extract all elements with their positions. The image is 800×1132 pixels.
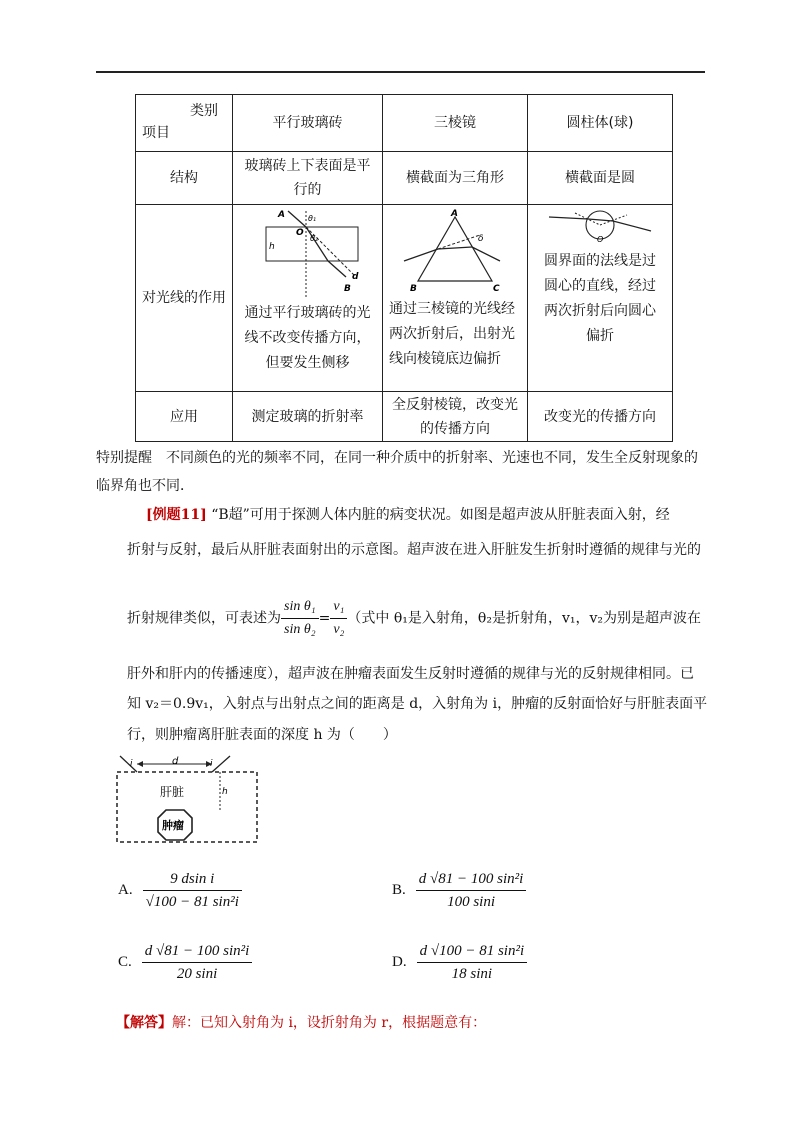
- fig-label-prism-C: C: [493, 284, 500, 293]
- cell-structure-2: 横截面为三角形: [383, 152, 528, 205]
- fig-label-prism-B: B: [410, 284, 417, 293]
- cell-application-2: [383, 392, 528, 442]
- formula-sin-ratio: $\frac{\text{sin θ₁}}{\text{sin θ₂}}$: [281, 596, 319, 641]
- answer-text: 解：已知入射角为 i，设折射角为 r，根据题意有：: [172, 1015, 487, 1031]
- row-label-structure: 结构: [136, 152, 233, 205]
- cell-application-2-line1: 全反射棱镜，改变光: [392, 396, 518, 413]
- table-row-structure: [136, 152, 673, 205]
- special-tip: [96, 444, 708, 500]
- fig-label-theta1: θ₁: [307, 214, 316, 223]
- fig-label-h2: h: [222, 787, 228, 797]
- fig-label-d: d: [351, 272, 358, 282]
- tumor-label: 肿瘤: [162, 819, 184, 832]
- fig-label-delta: δ: [478, 234, 484, 244]
- example-text-p4: 肝外和肝内的传播速度），超声波在肿瘤表面发生反射时遵循的规律与光的反射规律相同。已: [127, 666, 694, 682]
- example-text-p3-pre: 折射规律类似，可表述为: [127, 610, 281, 627]
- table-row-application: [136, 392, 673, 442]
- fig-label-h: h: [268, 242, 275, 252]
- example-line3: 折射规律类似，可表述为 $\frac{\text{sin θ₁}}{\text{sin θ₂}}$ = $\frac{\text{v₁}}{\text{v₂}}$ （式中 θ₁是入射角，θ₂是折射角，v₁，v₂为别是超声波在: [127, 596, 712, 641]
- liver-tumor-diagram: [112, 752, 262, 847]
- answer-tag: 【解答】: [116, 1015, 172, 1031]
- cell-effect-3-line1: 圆界面的法线是过: [544, 253, 656, 269]
- corner-cell: [136, 95, 233, 152]
- special-tip-line2: 临界角也不同．: [96, 478, 194, 494]
- example-text-p2: 折射与反射，最后从肝脏表面射出的示意图。超声波在进入肝脏发生折射时遵循的规律与光的: [127, 542, 701, 558]
- example-line1: [146, 504, 731, 524]
- option-d[interactable]: D. $\frac{\text{d √100 − 81 sin²i}}{18 \sin i}$: [392, 940, 527, 985]
- fig-label-d2: d: [172, 756, 179, 767]
- corner-top-label: 类别: [190, 103, 218, 119]
- fig-label-i-in: i: [130, 759, 133, 769]
- example-tag: [例题11]: [146, 507, 207, 523]
- cell-effect-1-line2: 线不改变传播方向，: [244, 330, 371, 346]
- cell-effect-2-line3: 线向棱镜底边偏折: [389, 351, 501, 367]
- option-c[interactable]: C. $\frac{\text{d √81 − 100 sin²i}}{20 \sin i}$: [118, 940, 252, 985]
- answer-line: [116, 1012, 701, 1032]
- cell-effect-3-line2: 圆心的直线，经过: [544, 278, 656, 294]
- cell-effect-3-line3: 两次折射后向圆心: [544, 303, 656, 319]
- fig-label-i-out: i: [210, 759, 213, 769]
- cell-application-3: 改变光的传播方向: [528, 392, 673, 442]
- cell-effect-3-line4: 偏折: [586, 328, 614, 344]
- formula-v-ratio: $\frac{\text{v₁}}{\text{v₂}}$: [330, 596, 347, 641]
- fig-label-cyl-O: O: [597, 235, 604, 244]
- cell-structure-3: 横截面是圆: [528, 152, 673, 205]
- col-header-2: 三棱镜: [383, 95, 528, 152]
- cell-effect-3: [528, 205, 673, 392]
- special-tip-line1: 特别提醒 不同颜色的光的频率不同，在同一种介质中的折射率、光速也不同，发生全反射现象的: [96, 450, 698, 466]
- cell-effect-2: [383, 205, 528, 392]
- corner-bottom-label: 项目: [142, 125, 170, 141]
- glass-slab-diagram: [248, 209, 368, 299]
- cell-effect-1-line3: 但要发生侧移: [265, 355, 350, 371]
- liver-label: 肝脏: [160, 785, 185, 799]
- example-text-p1: “B超”可用于探测人体内脏的病变状况。如图是超声波从肝脏表面入射，经: [211, 507, 670, 523]
- col-header-3: 圆柱体(球): [528, 95, 673, 152]
- cylinder-diagram: [545, 209, 655, 245]
- table-header-row: [136, 95, 673, 152]
- row-label-application: 应用: [136, 392, 233, 442]
- cell-effect-1-line1: 通过平行玻璃砖的光: [244, 305, 371, 321]
- header-rule: [96, 71, 705, 73]
- option-b[interactable]: B. $\frac{\text{d √81 − 100 sin²i}}{100 \sin i}$: [392, 868, 526, 913]
- cell-application-2-line2: 的传播方向: [420, 420, 490, 437]
- cell-application-1: 测定玻璃的折射率: [233, 392, 383, 442]
- example-text-p3-post: （式中 θ₁是入射角，θ₂是折射角，v₁，v₂为别是超声波在: [347, 610, 701, 627]
- col-header-1: 平行玻璃砖: [233, 95, 383, 152]
- fig-label-O: O: [295, 228, 304, 238]
- cell-effect-1: [233, 205, 383, 392]
- fig-label-prism-A: A: [451, 209, 458, 219]
- cell-effect-2-line2: 两次折射后，出射光: [389, 326, 515, 342]
- row-label-effect: 对光线的作用: [136, 205, 233, 392]
- fig-label-B: B: [343, 284, 351, 294]
- prism-diagram: [400, 209, 510, 293]
- fig-label-theta2: θ₂: [309, 234, 318, 243]
- fig-label-A: A: [277, 210, 285, 220]
- example-text-p6: 行，则肿瘤离肝脏表面的深度 h 为（ ）: [127, 727, 397, 743]
- comparison-table: [135, 94, 673, 442]
- cell-structure-1: 玻璃砖上下表面是平行的: [233, 152, 383, 205]
- option-a[interactable]: A. $\frac{\text{9 dsin i}}{\text{√100 − 81 sin²i}}$: [118, 868, 242, 913]
- example-text-p5: 知 v₂＝0.9v₁，入射点与出射点之间的距离是 d，入射角为 i，肿瘤的反射面恰好与肝脏表面平: [127, 696, 708, 712]
- table-row-effect: [136, 205, 673, 392]
- cell-effect-2-line1: 通过三棱镜的光线经: [389, 301, 515, 317]
